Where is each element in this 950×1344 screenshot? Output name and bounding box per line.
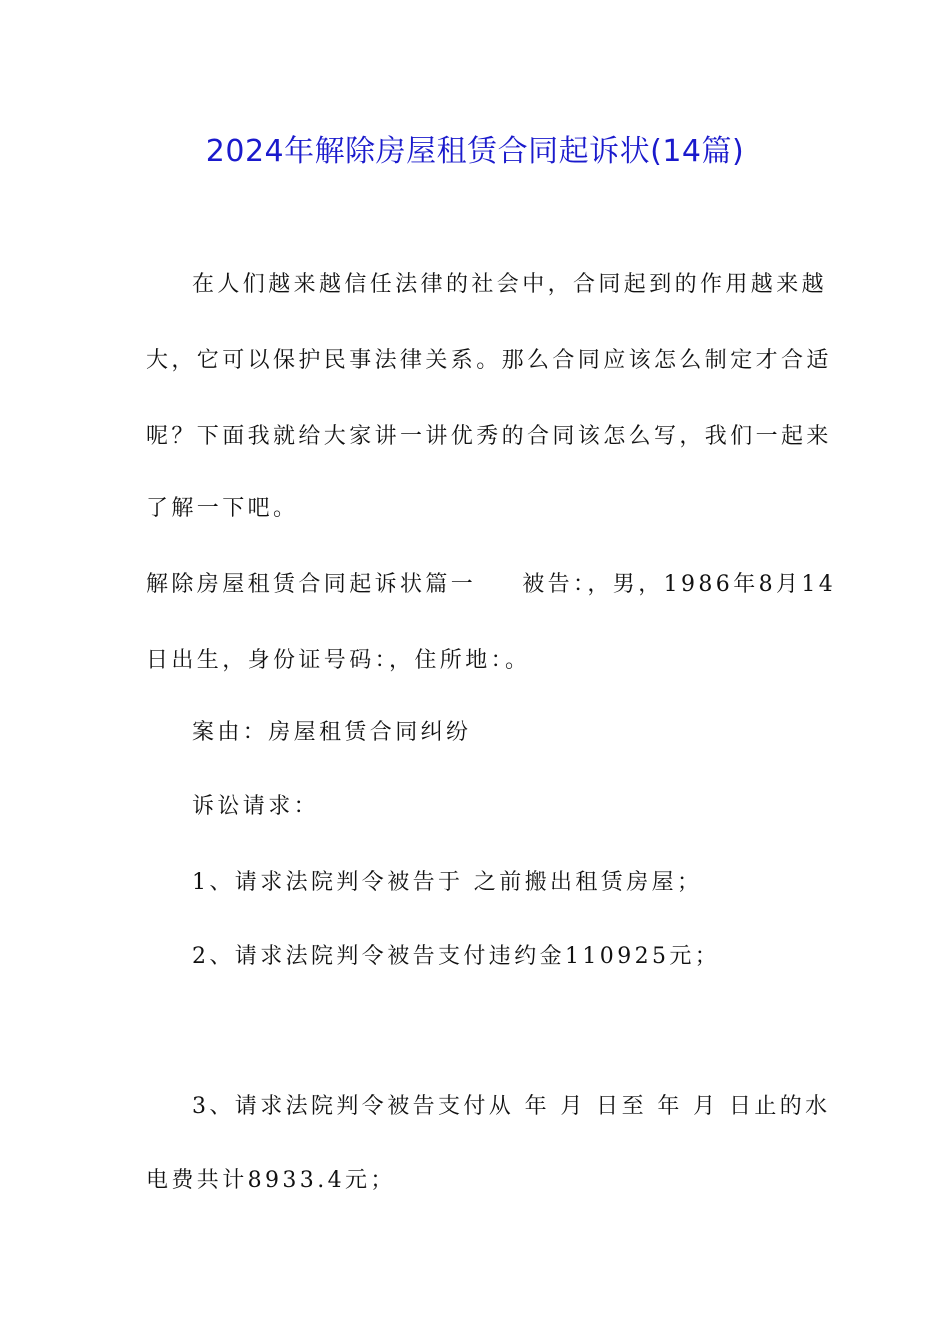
- defendant-info-part-1: 被告：，男，1986年8月14: [522, 572, 837, 597]
- document-title: 2024年解除房屋租赁合同起诉状(14篇): [205, 134, 745, 169]
- intro-line-3: 呢？下面我就给大家讲一讲优秀的合同该怎么写，我们一起来: [146, 424, 832, 449]
- intro-line-4: 了解一下吧。: [146, 496, 299, 521]
- intro-line-2: 大，它可以保护民事法律关系。那么合同应该怎么制定才合适: [146, 348, 832, 373]
- claim-item-2: 2、请求法院判令被告支付违约金110925元；: [192, 944, 721, 969]
- claim-item-3-line-1: 3、请求法院判令被告支付从 年 月 日至 年 月 日止的水: [192, 1094, 831, 1119]
- claims-heading: 诉讼请求：: [192, 794, 320, 819]
- section-heading: 解除房屋租赁合同起诉状篇一: [146, 572, 477, 597]
- claim-item-3-line-2: 电费共计8933.4元；: [146, 1168, 396, 1193]
- defendant-info-part-2: 日出生，身份证号码：，住所地：。: [146, 648, 531, 673]
- case-cause: 案由：房屋租赁合同纠纷: [192, 720, 472, 745]
- intro-line-1: 在人们越来越信任法律的社会中，合同起到的作用越来越: [192, 272, 828, 297]
- section-heading-line: [146, 565, 837, 605]
- claim-item-1: 1、请求法院判令被告于 之前搬出租赁房屋；: [192, 870, 703, 895]
